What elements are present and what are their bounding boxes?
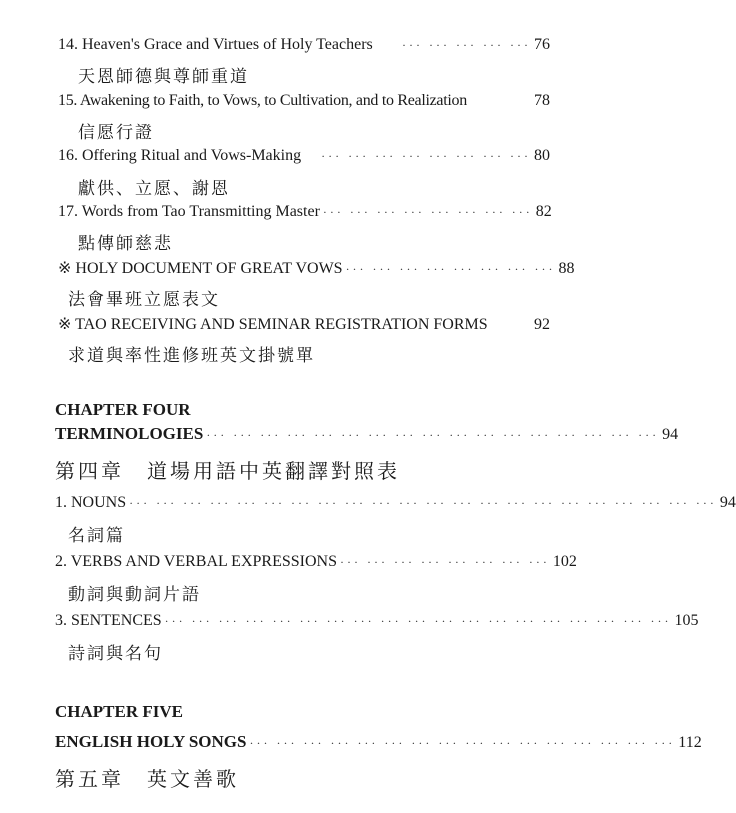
toc-entry-17[interactable]: [58, 203, 550, 221]
entry-chinese: 天恩師德與尊師重道: [78, 67, 249, 87]
chapter-four-heading: CHAPTER FOUR: [55, 400, 191, 419]
toc-entry-registration-forms[interactable]: [58, 314, 550, 334]
page-number: 76: [534, 36, 550, 53]
chapter-five-entry[interactable]: [55, 732, 702, 752]
chapter-four-entry[interactable]: [55, 424, 679, 444]
leader-dots: ··· ··· ··· ··· ···: [402, 38, 531, 52]
entry-chinese: 點傳師慈悲: [78, 234, 173, 254]
entry-title: 2. VERBS AND VERBAL EXPRESSIONS: [55, 553, 337, 570]
page-number: 88: [558, 260, 575, 277]
entry-chinese: 動詞與動詞片語: [68, 585, 201, 605]
toc-entry-holy-document[interactable]: [58, 258, 575, 278]
chapter-five-heading: CHAPTER FIVE: [55, 702, 183, 721]
toc-entry-16[interactable]: [58, 147, 550, 165]
entry-title: ※ TAO RECEIVING AND SEMINAR REGISTRATION FORMS: [58, 316, 488, 333]
entry-title: 3. SENTENCES: [55, 612, 162, 629]
leader-dots: ··· ··· ··· ··· ··· ··· ··· ··· ··· ··· ··· ··· ··· ··· ··· ···: [249, 736, 676, 750]
page-number: 112: [678, 734, 702, 751]
chapter-five-chinese: 第五章 英文善歌: [55, 767, 239, 791]
leader-dots: ··· ··· ··· ··· ··· ··· ··· ···: [345, 262, 556, 276]
page-number: 102: [552, 553, 577, 570]
entry-title: 14. Heaven's Grace and Virtues of Holy Teachers: [58, 36, 373, 53]
entry-title: 17. Words from Tao Transmitting Master: [58, 203, 320, 220]
leader-dots: ··· ··· ··· ··· ··· ··· ··· ···: [339, 555, 550, 569]
leader-dots: ··· ··· ··· ··· ··· ··· ··· ··· ··· ··· ··· ··· ··· ··· ··· ··· ··· ··· ··· ··· ··· ···: [129, 496, 717, 510]
entry-chinese: 詩詞與名句: [68, 644, 163, 664]
page-number: 92: [534, 316, 550, 333]
toc-entry-14[interactable]: [58, 36, 550, 54]
toc-entry-sentences[interactable]: [55, 612, 699, 630]
toc-entry-verbs[interactable]: [55, 553, 577, 571]
page-number: 94: [719, 494, 736, 511]
entry-title: ※ HOLY DOCUMENT OF GREAT VOWS: [58, 260, 343, 277]
entry-chinese: 名詞篇: [68, 526, 125, 546]
entry-chinese: 求道與率性進修班英文掛號單: [68, 346, 315, 366]
page-number: 80: [534, 147, 550, 164]
chapter-title: TERMINOLOGIES: [55, 424, 204, 443]
entry-title: 1. NOUNS: [55, 494, 127, 511]
toc-entry-nouns[interactable]: [55, 494, 736, 512]
leader-dots: ··· ··· ··· ··· ··· ··· ··· ···: [321, 149, 531, 163]
leader-dots: ··· ··· ··· ··· ··· ··· ··· ··· ··· ··· ··· ··· ··· ··· ··· ··· ··· ··· ···: [164, 614, 672, 628]
toc-entry-15[interactable]: [58, 92, 550, 110]
page-number: 105: [674, 612, 699, 629]
chapter-title: ENGLISH HOLY SONGS: [55, 732, 247, 751]
leader-dots: ··· ··· ··· ··· ··· ··· ··· ··· ··· ··· ··· ··· ··· ··· ··· ··· ···: [206, 428, 660, 442]
entry-chinese: 獻供、立愿、謝恩: [78, 179, 230, 199]
chapter-four-chinese: 第四章 道場用語中英翻譯對照表: [55, 459, 400, 483]
entry-chinese: 信愿行證: [78, 123, 154, 143]
entry-title: 16. Offering Ritual and Vows-Making: [58, 147, 302, 164]
entry-title: 15. Awakening to Faith, to Vows, to Cultivation, and to Realization: [58, 92, 467, 109]
page-number: 94: [662, 426, 679, 443]
page-number: 78: [534, 92, 550, 109]
page-number: 82: [535, 203, 552, 220]
leader-dots: ··· ··· ··· ··· ··· ··· ··· ···: [322, 205, 533, 219]
entry-chinese: 法會畢班立愿表文: [68, 290, 220, 310]
